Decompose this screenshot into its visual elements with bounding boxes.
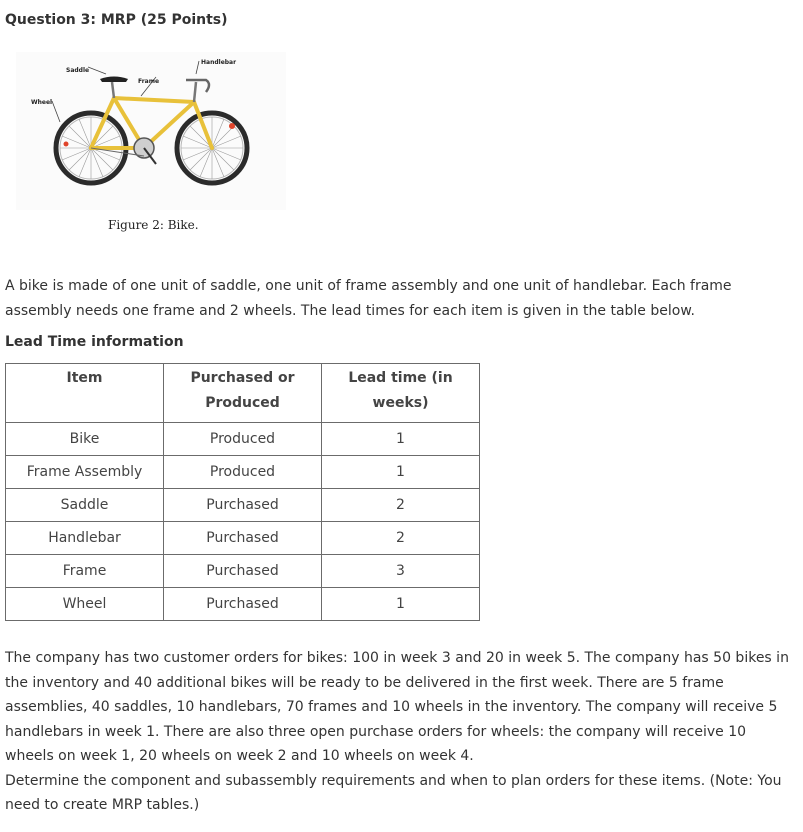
cell-lead-time: 1	[322, 423, 480, 456]
label-frame: Frame	[138, 78, 160, 85]
table-row	[6, 489, 480, 522]
cell-type: Produced	[164, 456, 322, 489]
table-row	[6, 423, 480, 456]
instruction-text: Determine the component and subassembly requirements and when to plan orders for these items. (Note: You need to create MRP tables.)	[5, 772, 782, 813]
header-lead-time: Lead time (in weeks)	[322, 364, 480, 423]
cell-lead-time: 1	[322, 456, 480, 489]
intro-paragraph: A bike is made of one unit of saddle, one unit of frame assembly and one unit of handlebar. Each frame assembly needs one frame and 2 wheels. The lead times for each item is given in the table below.	[5, 278, 732, 319]
cell-item: Frame	[6, 555, 164, 588]
cell-type: Purchased	[164, 522, 322, 555]
table-row	[6, 555, 480, 588]
table-row	[6, 522, 480, 555]
lead-time-table	[5, 363, 480, 621]
cell-lead-time: 3	[322, 555, 480, 588]
label-wheel: Wheel	[31, 99, 53, 106]
header-item: Item	[6, 364, 164, 423]
table-row	[6, 588, 480, 621]
cell-type: Purchased	[164, 588, 322, 621]
cell-item: Frame Assembly	[6, 456, 164, 489]
cell-item: Bike	[6, 423, 164, 456]
cell-lead-time: 2	[322, 489, 480, 522]
bike-illustration	[16, 52, 286, 210]
figure-caption: Figure 2: Bike.	[108, 218, 199, 232]
cell-item: Handlebar	[6, 522, 164, 555]
order-details-text: The company has two customer orders for bikes: 100 in week 3 and 20 in week 5. The company has 50 bikes in the inventory and 40 additional bikes will be ready to be delivered in the first week. There are 5 frame assemblies, 40 saddles, 10 handlebars, 70 frames and 10 wheels in the inventory. The company will receive 5 handlebars in week 1. There are also three open purchase orders for wheels: the company will receive 10 wheels on week 1, 20 wheels on week 2 and 10 wheels on week 4.	[5, 650, 789, 764]
cell-item: Wheel	[6, 588, 164, 621]
cell-lead-time: 2	[322, 522, 480, 555]
lead-time-heading: Lead Time information	[5, 334, 184, 350]
order-details-paragraph	[5, 646, 795, 818]
label-saddle: Saddle	[66, 67, 90, 74]
cell-item: Saddle	[6, 489, 164, 522]
cell-type: Purchased	[164, 555, 322, 588]
header-purchased-or-produced: Purchased or Produced	[164, 364, 322, 423]
cell-lead-time: 1	[322, 588, 480, 621]
cell-type: Purchased	[164, 489, 322, 522]
question-title: Question 3: MRP (25 Points)	[5, 12, 228, 28]
table-header-row	[6, 364, 480, 423]
label-handlebar: Handlebar	[201, 59, 237, 66]
cell-type: Produced	[164, 423, 322, 456]
bike-figure	[16, 52, 286, 210]
table-row	[6, 456, 480, 489]
